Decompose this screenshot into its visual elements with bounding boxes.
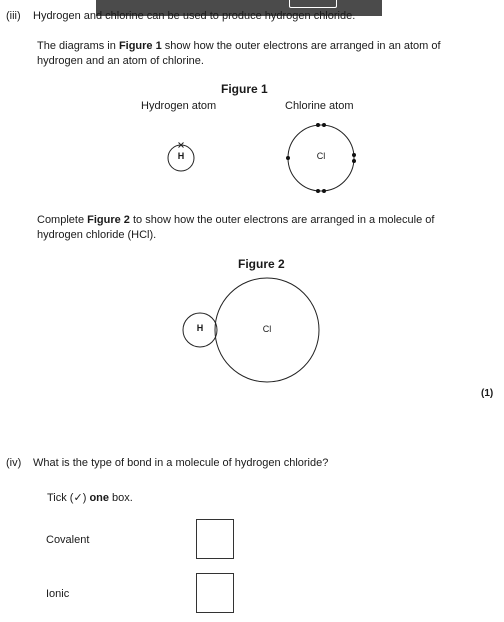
option-covalent-label: Covalent <box>46 534 90 546</box>
figure2-instruction-line1: Complete Figure 2 to show how the outer electrons are arranged in a molecule of <box>37 214 435 226</box>
figure2-instruction-line2: hydrogen chloride (HCl). <box>37 229 157 241</box>
figure1-description-line1: The diagrams in Figure 1 show how the outer electrons are arranged in an atom of <box>37 40 441 52</box>
figure2-h-symbol: H <box>196 323 204 333</box>
figure1-cl-symbol: Cl <box>316 151 326 161</box>
option-ionic-label: Ionic <box>46 588 70 600</box>
tick-instruction: Tick (✓) one box. <box>47 492 133 504</box>
question-iii-number: (iii) <box>6 10 21 22</box>
option-ionic-checkbox[interactable] <box>196 573 234 613</box>
question-iv-text: What is the type of bond in a molecule of hydrogen chloride? <box>33 457 329 469</box>
question-iv-number: (iv) <box>6 457 22 469</box>
figure1-h-symbol: H <box>177 151 185 161</box>
question-iii-intro: Hydrogen and chlorine can be used to produce hydrogen chloride. <box>33 10 356 22</box>
option-covalent-checkbox[interactable] <box>196 519 234 559</box>
hydrogen-atom-label: Hydrogen atom <box>141 100 217 112</box>
figure1-title: Figure 1 <box>221 82 268 96</box>
chlorine-atom-label: Chlorine atom <box>285 100 354 112</box>
figure2-title: Figure 2 <box>238 257 285 271</box>
tick-mark-icon: ✓ <box>73 492 83 504</box>
figure1-description-line2: hydrogen and an atom of chlorine. <box>37 55 204 67</box>
figure2-cl-symbol: Cl <box>262 324 272 334</box>
marks-indicator: (1) <box>481 388 494 399</box>
